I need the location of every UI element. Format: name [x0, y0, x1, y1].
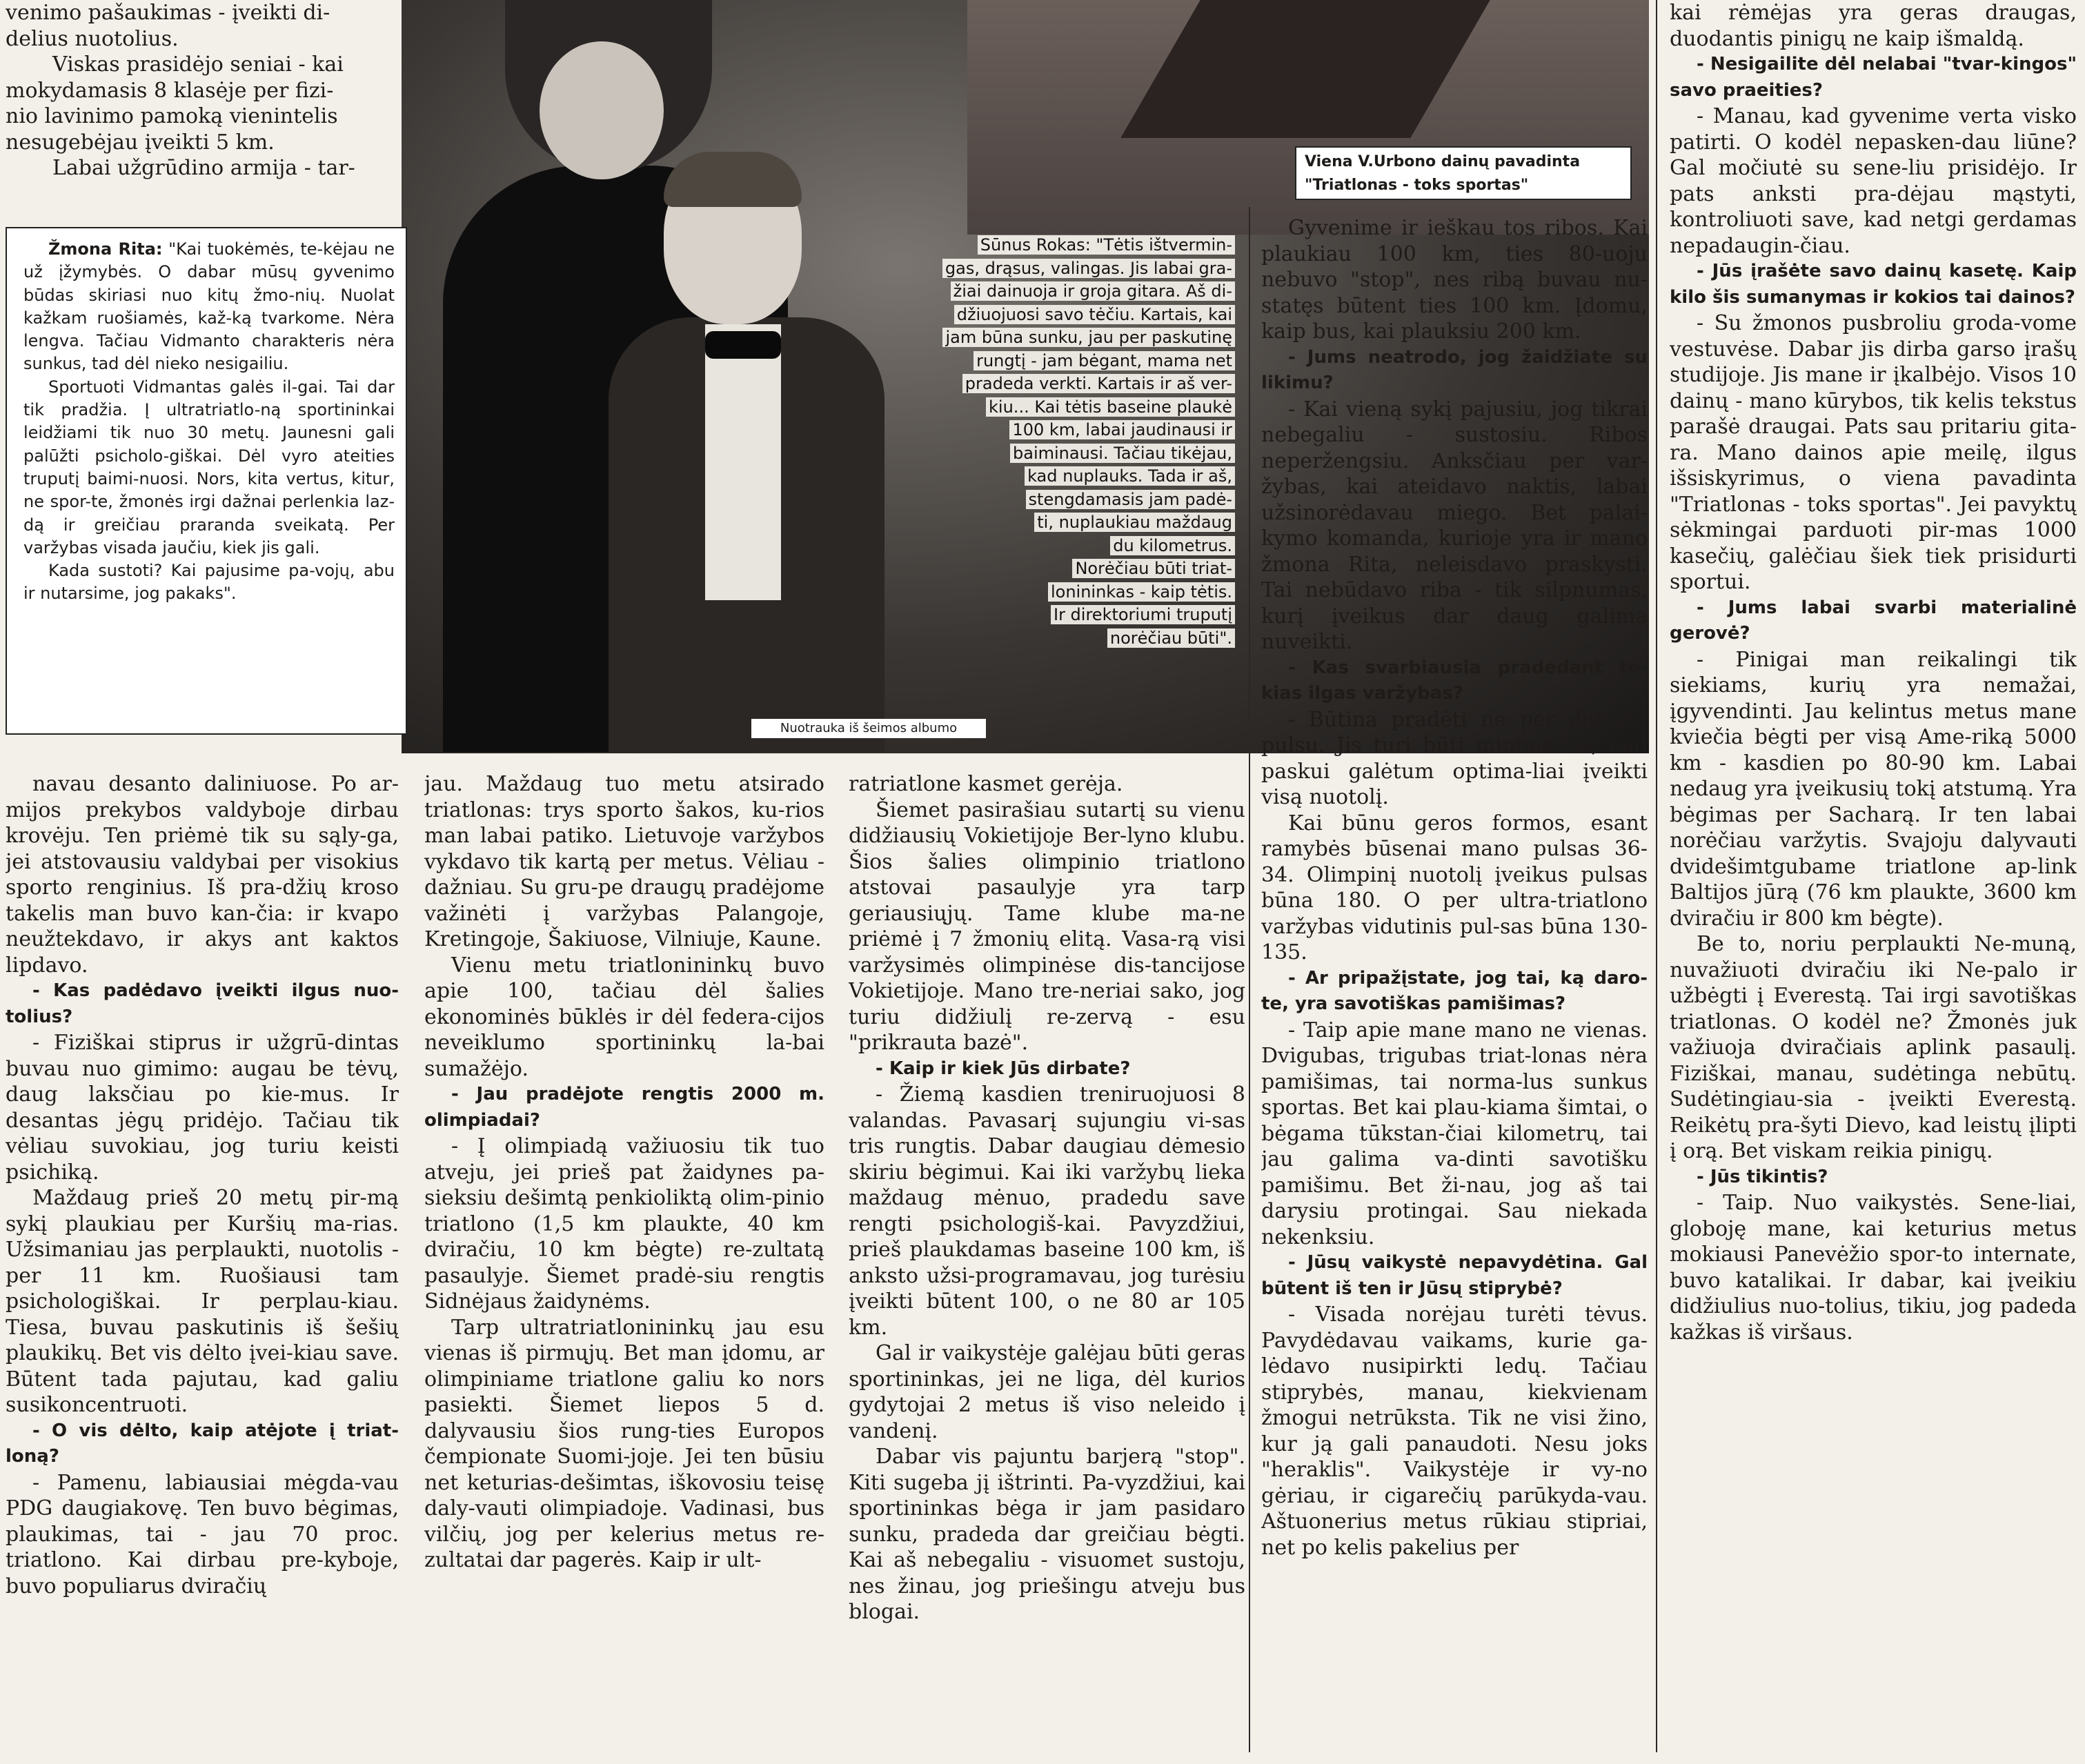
article-paragraph: - Fiziškai stiprus ir užgrū-dintas buvau nuo gimimo: augau be tėvų, daug laksčiau po kie-mus. Ir desantas jėgų pridėjo. Tačiau tik vėliau suvokiau, jog turiu keisti psichiką.	[6, 1031, 399, 1185]
article-paragraph: ratriatlone kasmet gerėja.	[849, 772, 1123, 796]
top-left-line: venimo pašaukimas - įveikti di-	[6, 1, 330, 25]
photo-caption-line2: "Triatlonas - toks sportas"	[1305, 177, 1529, 194]
interview-question: - Jums labai svarbi materialinė gerovė?	[1670, 597, 2077, 644]
interview-question: - Nesigailite dėl nelabai "tvar-kingos" savo praeities?	[1670, 54, 2077, 101]
son-quote-line-text: kad nuplauks. Tada ir aš,	[1025, 466, 1235, 486]
son-quote-line-text: du kilometrus.	[1110, 536, 1235, 555]
son-quote-line	[845, 581, 1235, 604]
interview-question: - Kas padėdavo įveikti ilgus nuo-tolius?	[6, 980, 399, 1027]
article-paragraph: Vienu metu triatlonininkų buvo apie 100, tačiau dėl šalies ekonominės būklės ir dėl federa-cijos neveiklumo sportininkų la-bai sumažėjo.	[424, 953, 824, 1081]
article-paragraph: - Pinigai man reikalingi tik siekiams, kurių yra nemažai, įgyvendinti. Jau kelintus metus mane kviečia bėgti per visą Ame-riką 5000 km - kasdien po 80-90 km. Labai nedaug yra įveikusių tokį atstumą. Yra bėgimas per Sacharą. Ir ten labai norėčiau varžytis. Svajoju dalyvauti dvidešimtgubame triatlone ap-link Baltijos jūrą (76 km plaukte, 3600 km dviračiu ir 800 km bėgte).	[1670, 647, 2077, 931]
article-column-4	[1261, 215, 1648, 1754]
son-quote-line	[845, 465, 1235, 488]
son-quote-line-text: Ir direktoriumi truputį	[1051, 605, 1235, 624]
son-quote-line-text: jam būna sunku, jau per paskutinę	[942, 328, 1235, 347]
article-paragraph: - Manau, kad gyvenime verta visko patirti. O kodėl nepasken-dau liūne? Gal močiutė su sene-liu prisidėjo. Ir pats anksti pra-dėjau mąstyti, kontroliuoti save, kad netgi gerdamas nepadaugin-čiau.	[1670, 104, 2077, 258]
article-paragraph: Maždaug prieš 20 metų pir-mą sykį plaukiau per Kuršių ma-rias. Užsimaniau jas perplaukti, nuotolis - per 11 km. Ruošiausi tam psichologiškai. Ir perplau-kiau. Tiesa, buvau paskutinis iš šešių plaukikų. Bet vis dėlto įvei-kiau save. Būtent tada pajutau, kad galiu susikoncentruoti.	[6, 1186, 399, 1417]
article-paragraph: Gal ir vaikystėje galėjau būti geras sportininkas, jei ne liga, dėl kurios gydytojai 2 metus iš viso neleido į vandenį.	[849, 1341, 1245, 1443]
wife-quote-text: Sportuoti Vidmantas galės il-gai. Tai dar tik pradžia. Į ultratriatlo-ną sportininkai leidžiami tik nuo 30 metų. Jaunesni gali palūžti psicholo-giškai. Dėl vyro ateities truputį baimi-nuosi. Nors, kita vertus, kitur, ne spor-te, žmonės irgi dažnai perlenkia laz-dą ir greičiau praranda sveikatą. Per varžybas visada jaučiu, kiek jis gali.	[23, 377, 395, 557]
interview-question: - Jūs įrašėte savo dainų kasetę. Kaip kilo šis sumanymas ir kokios tai dainos?	[1670, 261, 2077, 308]
wife-quote-paragraph	[23, 376, 395, 559]
son-quote-line-text: džiuojuosi savo tėčiu. Kartais, kai	[954, 305, 1235, 324]
son-quote-line	[845, 396, 1235, 419]
interview-question: - Ar pripažįstate, jog tai, ką daro-te, yra savotiškas pamišimas?	[1261, 967, 1648, 1014]
article-paragraph: Šiemet pasirašiau sutartį su vienu didžiausių Vokietijoje Ber-lyno klubu. Šios šalies olimpinio triatlono atstovai pasaulyje yra tarp geriausiųjų. Tame klube ma-ne priėmė į 7 žmonių elitą. Vasa-rą visi varžysimės olimpinėse dis-tancijose Vokietijoje. Mano tre-neriai sako, jog turiu didžiulį re-zervą - esu "prikrauta bazė".	[849, 797, 1245, 1055]
son-quote-line	[845, 627, 1235, 651]
photo-bowtie	[705, 331, 781, 359]
son-quote-line-text: ti, nuplaukiau maždaug	[1034, 513, 1235, 532]
interview-question: - Kaip ir kiek Jūs dirbate?	[876, 1058, 1131, 1079]
article-paragraph: - Taip apie mane mano ne vienas. Dvigubas, trigubas triat-lonas nėra pamišimas, tai norma-lus sunkus sportas. Bet kai plau-kiama šimtai, o bėgama tūkstan-čiai kilometrų, tai jau galima va-dinti savotišku pamišimu. Bet ži-nau, jog aš tai darysiu protingai. Sau niekada nekenksiu.	[1261, 1018, 1648, 1249]
wife-quote-text: "Kai tuokėmės, te-kėjau ne už įžymybės. O dabar mūsų gyvenimo būdas skiriasi nuo kitų žmo-nių. Nuolat kažkam ruošiamės, kaž-ką tvarkome. Nėra lengva. Tačiau Vidmanto charakteris nėra sunkus, tad dėl nieko nesigailiu.	[23, 239, 395, 374]
article-paragraph: - Taip. Nuo vaikystės. Sene-liai, globoję mane, kai keturius metus mokiausi Panevėžio spor-to internate, buvo katalikai. Ir dabar, kai įveikiu didžiulius nuo-tolius, tikiu, jog padeda kažkas iš viršaus.	[1670, 1191, 2077, 1345]
wife-quote-speaker: Žmona Rita:	[48, 239, 163, 259]
son-quote-line	[845, 350, 1235, 373]
wife-quote-paragraph	[23, 238, 395, 376]
son-quote-line	[845, 257, 1235, 281]
column-rule	[1249, 207, 1250, 1752]
top-left-line: Labai užgrūdino armija - tar-	[52, 156, 355, 180]
son-quote-line-text: žiai dainuoja ir groja gitara. Aš di-	[951, 281, 1235, 301]
article-paragraph: Dabar vis pajuntu barjerą "stop". Kiti sugeba jį ištrinti. Pa-vyzdžiui, kai sportininkas bėga ir jam pasidaro sunku, pradeda dar greičiau bėgti. Kai aš nebegaliu - visuomet sustoju, nes žinau, jog priešingu atveju bus blogai.	[849, 1445, 1245, 1624]
son-quote-line-text: 100 km, labai jaudinausi ir	[1009, 420, 1235, 439]
son-quote-line	[845, 304, 1235, 327]
son-quote-line	[845, 234, 1235, 257]
son-quote-line-text: baiminausi. Tačiau tikėjau,	[1010, 444, 1235, 463]
article-paragraph: - Žiemą kasdien treniruojuosi 8 valandas. Pavasarį sujungiu vi-sas tris rungtis. Dabar daugiau dėmesio skiriu bėgimui. Kai iki varžybų lieka maždaug mėnuo, pradedu save rengti psichologiš-kai. Pavyzdžiui, prieš plaukdamas baseine 100 km, iš anksto užsi-programavau, jog turėsiu įveikti būtent 100, o ne 80 ar 105 km.	[849, 1082, 1245, 1340]
top-left-line: mokydamasis 8 klasėje per fizi-	[6, 78, 334, 103]
photo-son-shirt	[705, 324, 781, 600]
son-quote-line-text: Sūnus Rokas: "Tėtis ištvermin-	[978, 235, 1235, 255]
son-quote-line	[845, 488, 1235, 512]
photo-son-hair	[664, 152, 802, 207]
son-quote-line	[845, 511, 1235, 535]
article-paragraph: - Būtina pradėti ne per dide-liu pulsu. Jis turi būti minima-lus, kad paskui galėtum optima-liai įveikti visą nuotolį.	[1261, 707, 1648, 809]
article-column-1	[6, 771, 399, 1754]
photo-mother-face	[540, 41, 664, 179]
article-column-2	[424, 771, 824, 1754]
son-quote-line	[845, 326, 1235, 350]
son-quote-line-text: Norėčiau būti triat-	[1072, 559, 1235, 578]
interview-question: - Jūsų vaikystė nepavydėtina. Gal būtent iš ten ir Jūsų stiprybė?	[1261, 1252, 1648, 1299]
son-quote-line	[845, 557, 1235, 581]
interview-question: - Jau pradėjote rengtis 2000 m. olimpiadai?	[424, 1084, 824, 1131]
son-quote-line-text: gas, drąsus, valingas. Jis labai gra-	[942, 259, 1235, 278]
interview-question: - Kas svarbiausia pradedant to-kias ilgas varžybas?	[1261, 657, 1648, 704]
wife-quote-text: Kada sustoti? Kai pajusime pa-vojų, abu ir nutarsime, jog pakaks".	[23, 561, 395, 604]
article-paragraph: jau. Maždaug tuo metu atsirado triatlonas: trys sporto šakos, ku-rios man labai patiko. Lietuvoje varžybos vykdavo tik kartą per metus. Vėliau - dažniau. Su gru-pe draugų pradėjome važinėti į varžybas Palangoje, Kretingoje, Šakiuose, Vilniuje, Kaune.	[424, 772, 824, 951]
son-quote-line-text: rungtį - jam bėgant, mama net	[974, 351, 1235, 370]
article-paragraph: Be to, noriu perplaukti Ne-muną, nuvažiuoti dviračiu iki Ne-palo ir užbėgti į Everestą. Tai irgi savotiškas triatlonas. O kodėl ne? Žmonės juk važiuoja dviračiais aplink pasaulį. Fiziškai, manau, sudėtinga nebūtų. Sudėtingiau-sia - įveikti Everestą. Reikėtų pra-šyti Dievo, kad leistų įlipti į orą. Bet viskam reikia pinigų.	[1670, 932, 2077, 1163]
article-paragraph: Gyvenime ir ieškau tos ribos. Kai plaukiau 100 km, ties 80-uoju nebuvo "stop", nes ribą buvau nu-statęs būtent ties 100 km. Įdomu, kaip bus, kai plauksiu 200 km.	[1261, 216, 1648, 344]
photo-caption	[1295, 146, 1632, 200]
son-quote-line	[845, 373, 1235, 396]
article-paragraph: Kai būnu geros formos, esant ramybės būsenai mano pulsas 36-34. Olimpinį nuotolį įveikus pulsas būna 180. O per ultra-triatlono varžybas vidutinis pul-sas būna 130-135.	[1261, 811, 1648, 964]
article-paragraph: - Su žmonos pusbroliu groda-vome vestuvėse. Dabar jis dirba garso įrašų studijoje. Jis mane ir įkalbėjo. Visos 10 dainų - mano kūrybos, tik kelis tekstus parašė draugai. Pats sau pritariu gita-ra. Mano dainos apie meilę, ilgus išsiskyrimus, o viena pavadinta "Triatlonas - toks sportas". Jei pavyktų sėkmingai parduoti pir-mas 1000 kasečių, galėčiau šiek tiek prisidurti sportui.	[1670, 311, 2077, 594]
article-paragraph: Tarp ultratriatlonininkų jau esu vienas iš pirmųjų. Bet man įdomu, ar olimpiniame triatlone galiu ko nors pasiekti. Šiemet liepos 5 d. dalyvausiu šios rung-ties Europos čempionate Suomi-joje. Jei ten būsiu net keturias-dešimtas, iškovosiu teisę daly-vauti olimpiadoje. Vadinasi, bus vilčių, jog per kelerius metus re-zultatai dar pagerės. Kaip ir ult-	[424, 1315, 824, 1572]
photo-caption-line1: Viena V.Urbono dainų pavadinta	[1305, 153, 1581, 170]
top-left-line: nesugebėjau įveikti 5 km.	[6, 130, 275, 155]
article-paragraph: navau desanto daliniuose. Po ar-mijos prekybos valdyboje dirbau krovėju. Ten priėmė tik su sąly-ga, jei atstovausiu valdybai per visokius sporto renginius. Iš pra-džių kroso takelis man buvo kan-čia: ir kvapo neužtekdavo, ir akys ant kaktos lipdavo.	[6, 772, 399, 978]
top-left-column	[6, 0, 397, 221]
top-left-line: nio lavinimo pamoką vienintelis	[6, 104, 338, 128]
son-quote-line-text: pradeda verkti. Kartais ir aš ver-	[962, 374, 1235, 393]
article-paragraph: kai rėmėjas yra geras draugas, duodantis pinigų ne kaip išmaldą.	[1670, 1, 2077, 51]
interview-question: - Jūs tikintis?	[1697, 1166, 1828, 1187]
article-column-3	[849, 771, 1245, 1754]
article-paragraph: - Į olimpiadą važiuosiu tik tuo atveju, jei prieš pat žaidynes pa-sieksiu dešimtą penkioliktą olim-pinio triatlono (1,5 km plaukte, 40 km dviračiu, 10 km bėgte) re-zultatą pasaulyje. Šiemet pradė-siu rengtis Sidnėjaus žaidynėms.	[424, 1134, 824, 1314]
interview-question: - O vis dėlto, kaip atėjote į triat-loną?	[6, 1420, 399, 1467]
son-quote-line	[845, 535, 1235, 558]
son-quote-line	[845, 419, 1235, 442]
wife-quote-paragraph	[23, 559, 395, 606]
son-quote-line	[845, 442, 1235, 466]
son-quote-line	[845, 280, 1235, 304]
son-quote-line-text: norėčiau būti".	[1107, 628, 1235, 648]
son-quote-line-text: kiu... Kai tėtis baseine plaukė	[986, 397, 1235, 417]
son-quote-line	[845, 604, 1235, 627]
interview-question: - Jums neatrodo, jog žaidžiate su likimu?	[1261, 346, 1648, 393]
top-left-line: Viskas prasidėjo seniai - kai	[52, 52, 344, 77]
top-left-line: delius nuotolius.	[6, 26, 179, 51]
column-rule	[1656, 0, 1657, 1752]
article-paragraph: - Visada norėjau turėti tėvus. Pavydėdavau vaikams, kurie ga-lėdavo nusipirkti ledų. Tačiau stiprybės, manau, kiekvienam žmogui netrūksta. Tik ne visi žino, kur ją gali panaudoti. Nesu joks "heraklis". Vaikystėje ir vy-no gėriau, ir cigarečių parūkyda-vau. Aštuonerius metus rūkiau stipriai, net po kelis pakelius per	[1261, 1302, 1648, 1560]
photo-credit: Nuotrauka iš šeimos albumo	[751, 719, 986, 738]
son-quote-inset	[845, 234, 1235, 731]
wife-quote-box	[6, 227, 407, 735]
article-column-5	[1670, 0, 2077, 1756]
son-quote-line-text: lonininkas - kaip tėtis.	[1048, 582, 1235, 602]
article-paragraph: - Kai vieną sykį pajusiu, jog tikrai nebegaliu - sustosiu. Ribos neperžengsiu. Anksčiau per var-žybas, kai ateidavo naktis, labai užsinorėdavau miego. Bet palai-kymo komanda, kurioje yra ir mano žmona Rita, neleisdavo praskysti. Tai nebūdavo riba - tik silpnumas, kurį įveikus dar daug galima nuveikti.	[1261, 397, 1648, 654]
son-quote-line-text: stengdamasis jam padė-	[1026, 490, 1235, 509]
article-paragraph: - Pamenu, labiausiai mėgda-vau PDG daugiakovę. Ten buvo bėgimas, plaukimas, tai - jau 70 proc. triatlono. Kai dirbau pre-kyboje, buvo populiarus dviračių	[6, 1470, 399, 1598]
